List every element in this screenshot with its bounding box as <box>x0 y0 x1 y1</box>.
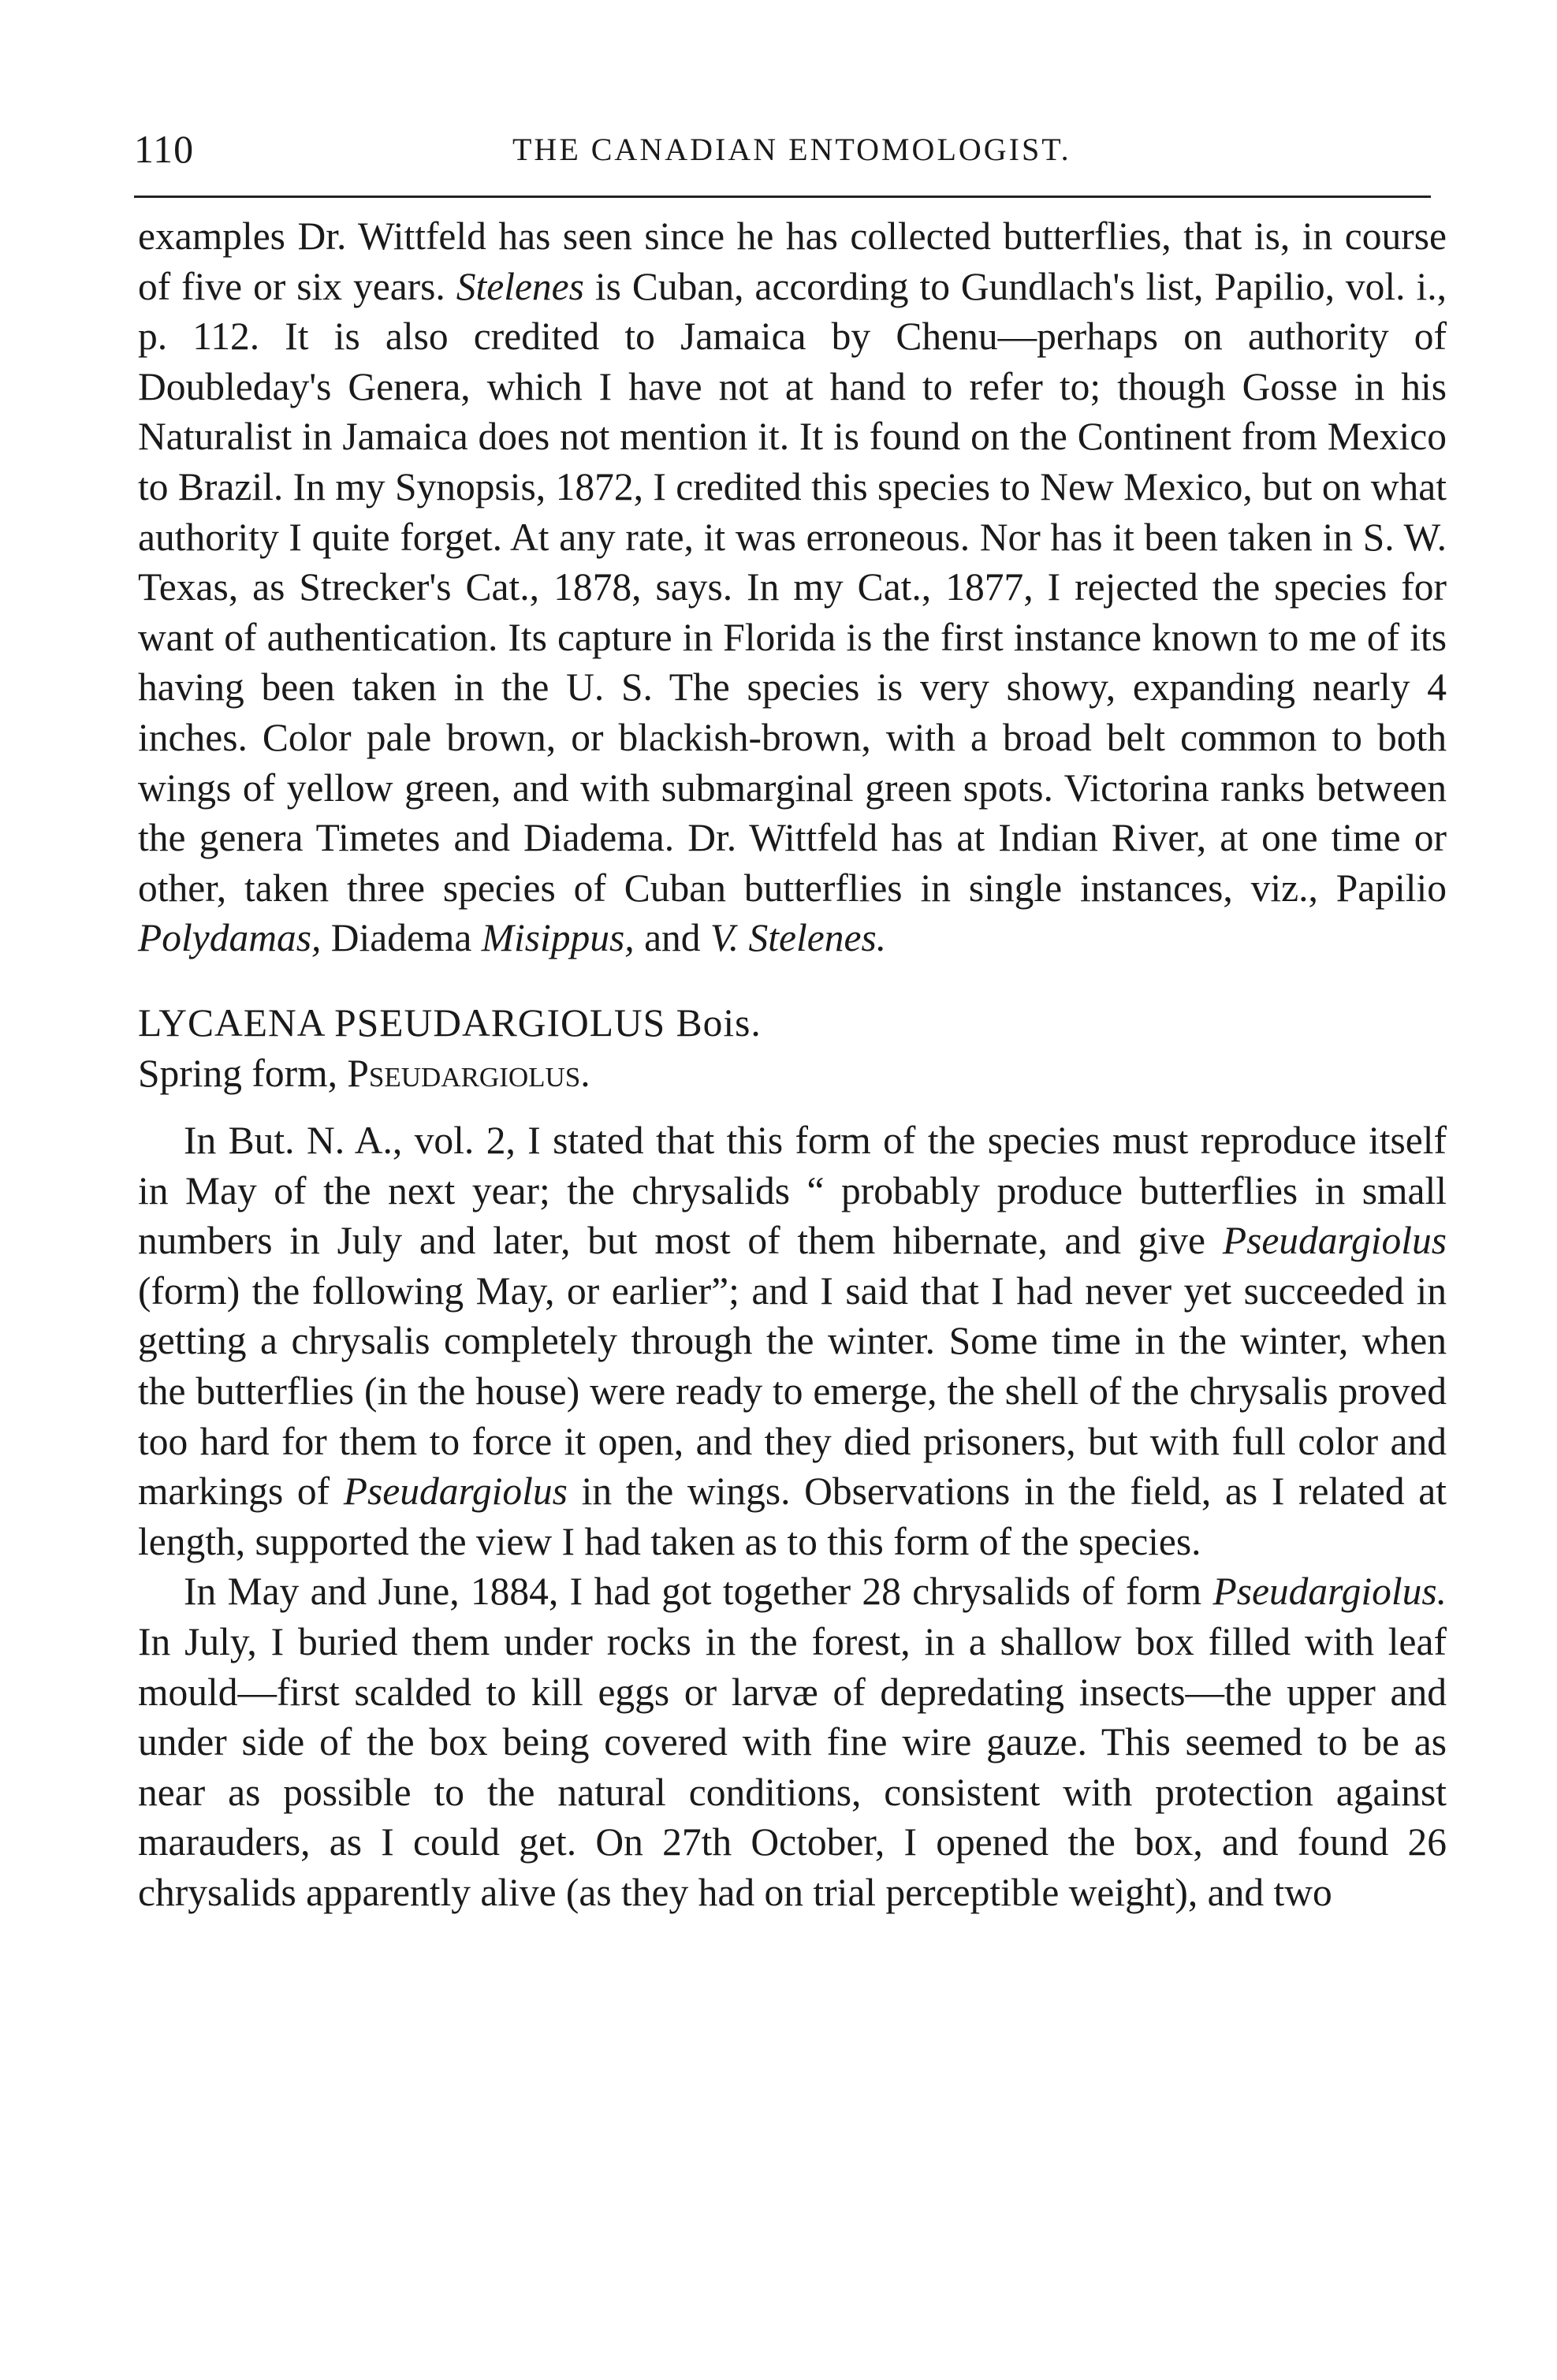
section-heading <box>138 998 1447 1048</box>
section-spacer <box>138 1098 1447 1116</box>
text-run: In July, I buried them under rocks in the forest, in a shallow box filled with leaf mould—first scalded to kill eggs or larvæ of depredating insects—the upper and under side of the box being covered with fine wire gauze. This seemed to be as near as possible to the natural conditions, consistent with protection against marauders, as I could get. On 27th October, I opened the box, and found 26 chrysalids apparently alive (as they had on trial perceptible weight), and two <box>138 1620 1447 1914</box>
subheading-prefix: Spring form, <box>138 1051 348 1095</box>
species-name: Stelenes <box>456 264 584 308</box>
species-name: V. Stelenes. <box>710 916 887 960</box>
text-run: and <box>634 916 710 960</box>
body-text <box>138 211 1447 1918</box>
header-rule <box>134 196 1431 198</box>
page-header <box>134 110 1435 173</box>
subheading-name: Pseudargiolus. <box>347 1051 590 1095</box>
species-name: Pseudargiolus. <box>1212 1570 1447 1614</box>
species-name: Pseudargiolus <box>343 1469 568 1514</box>
page-number: 110 <box>134 127 195 171</box>
heading-author: Bois. <box>665 1000 762 1045</box>
running-head: THE CANADIAN ENTOMOLOGIST. <box>512 132 1071 167</box>
section-spacer <box>138 963 1447 998</box>
paragraph-but-na <box>138 1116 1447 1566</box>
text-run: (form) the following May, or earlier”; and I said that I had never yet succeeded in getting a chrysalis completely through the winter. Some time in the winter, when the butterflies (in the house) were ready to emerge, the shell of the chrysalis proved too hard for them to force it open, and they died prisoners, but with full color and markings of <box>138 1268 1447 1514</box>
species-name: Pseudargiolus <box>1222 1219 1447 1263</box>
paragraph-may-june <box>138 1566 1447 1917</box>
paragraph-victorina <box>138 211 1447 963</box>
text-run: In May and June, 1884, I had got together 28 chrysalids of form <box>184 1570 1213 1614</box>
text-run: In But. N. A., vol. 2, I stated that this form of the species must reproduce itself in May of the next year; the chrysalids “ probably produce butterflies in small numbers in July and later, but most of them hibernate, and give <box>138 1119 1447 1263</box>
section-subheading <box>138 1048 1447 1099</box>
heading-title: LYCAENA PSEUDARGIOLUS <box>138 1000 666 1045</box>
text-run: Diadema <box>321 916 482 960</box>
species-name: Misippus, <box>481 916 635 960</box>
text-run: in the wings. Observations in the field, as I related at length, supported the view I had taken as to this form of the species. <box>138 1469 1447 1563</box>
species-name: Polydamas, <box>138 916 322 960</box>
text-run: examples Dr. Wittfeld has seen since he has collected butterflies, that is, in course of five or six years. <box>138 214 1447 308</box>
text-run: is Cuban, according to Gundlach's list, Papilio, vol. i., p. 112. It is also credited to Jamaica by Chenu—perhaps on authority of Doubleday's Genera, which I have not at hand to refer to; though Gosse in his Naturalist in Jamaica does not mention it. It is found on the Continent from Mexico to Brazil. In my Synopsis, 1872, I credited this species to New Mexico, but on what authority I quite forget. At any rate, it was erroneous. Nor has it been taken in S. W. Texas, as Strecker's Cat., 1878, says. In my Cat., 1877, I rejected the species for want of authentication. Its capture in Florida is the first instance known to me of its having been taken in the U. S. The species is very showy, expanding nearly 4 inches. Color pale brown, or blackish-brown, with a broad belt common to both wings of yellow green, and with submarginal green spots. Victorina ranks between the genera Timetes and Diadema. Dr. Wittfeld has at Indian River, at one time or other, taken three species of Cuban butterflies in single instances, viz., Papilio <box>138 264 1447 910</box>
